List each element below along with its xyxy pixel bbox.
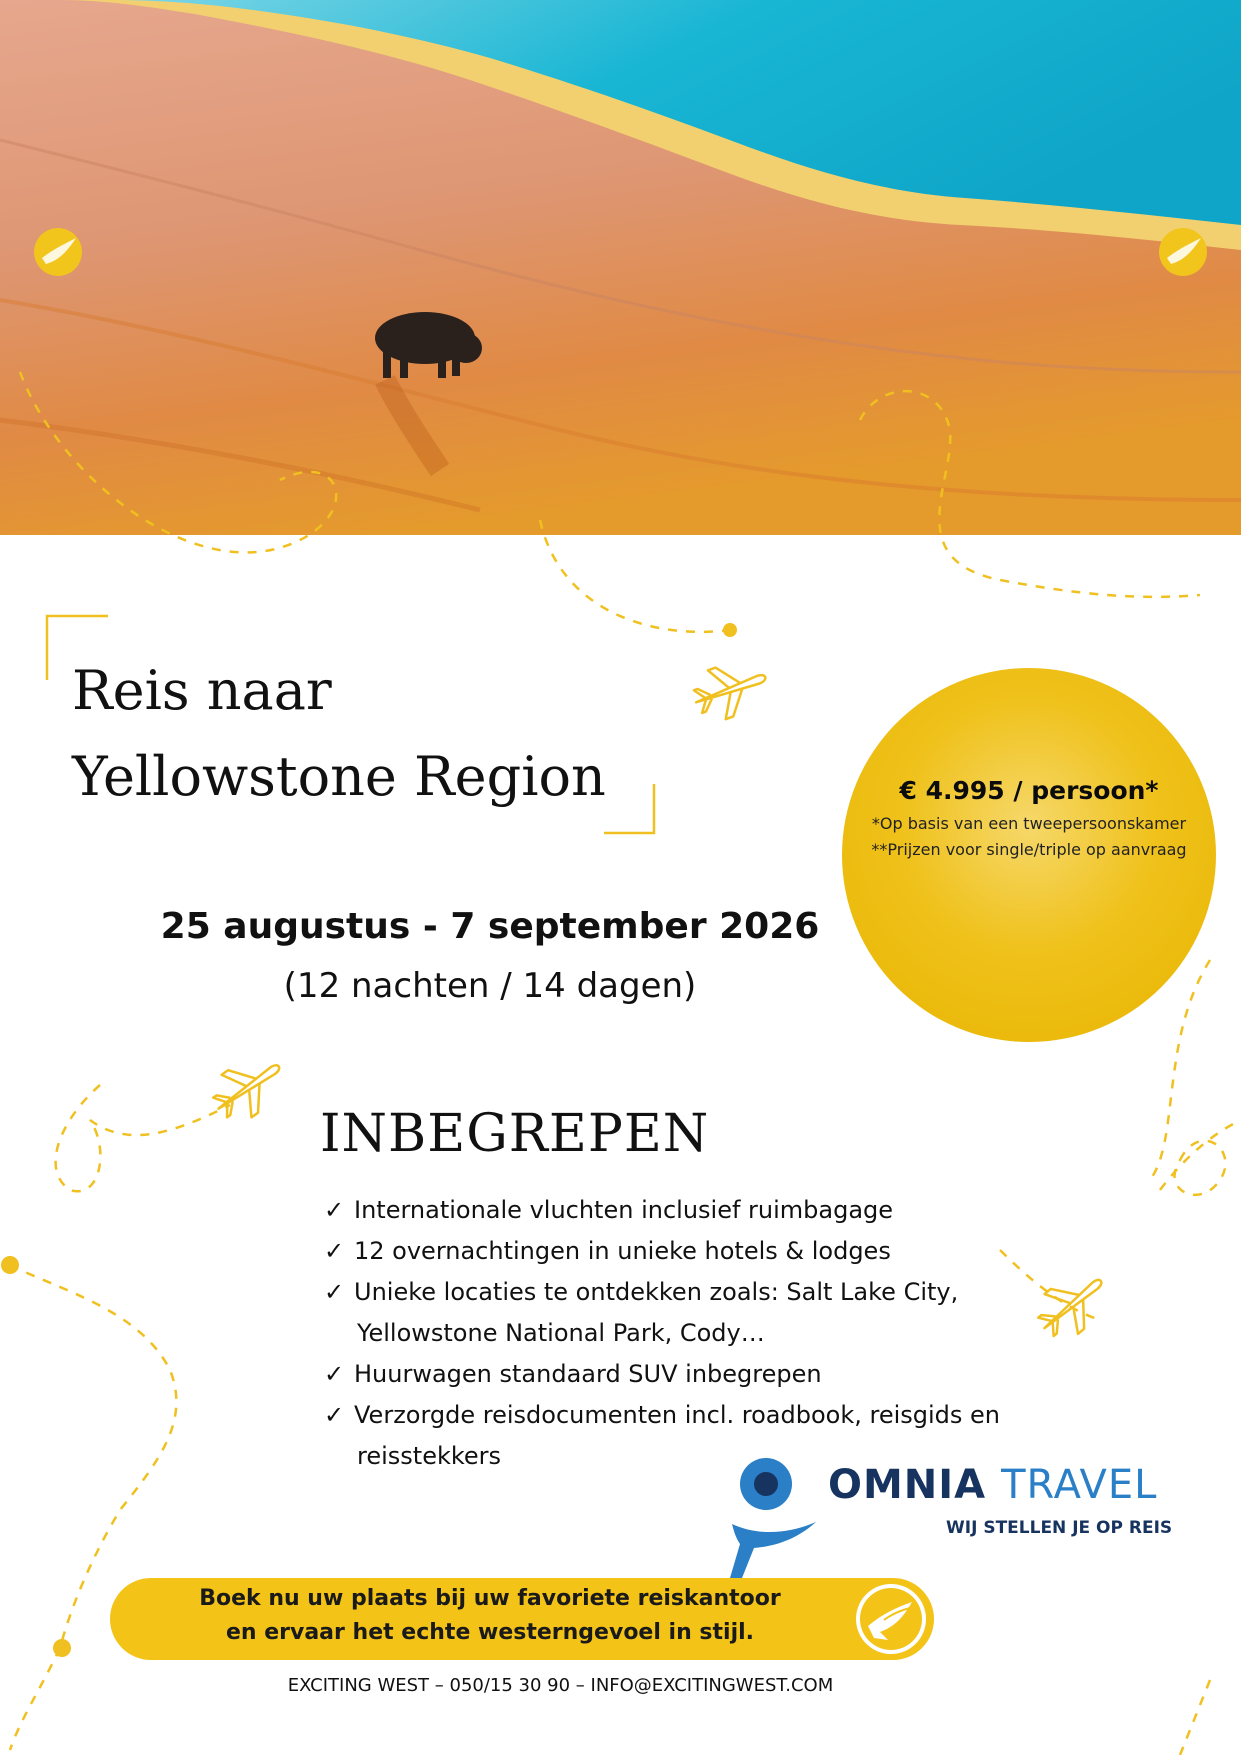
check-icon: ✓ [324, 1237, 345, 1265]
list-item-continuation: Yellowstone National Park, Cody… [357, 1319, 765, 1347]
logo-name-omnia: OMNIA [828, 1462, 987, 1508]
check-icon: ✓ [324, 1401, 345, 1429]
price-note-single-triple: **Prijzen voor single/triple op aanvraag [871, 840, 1187, 859]
omnia-person-icon [728, 1452, 828, 1580]
banner-line-1: Boek nu uw plaats bij uw favoriete reiskantoor [199, 1586, 781, 1611]
price-amount: € 4.995 / persoon* [899, 776, 1159, 805]
eagle-icon [854, 1582, 928, 1656]
check-icon: ✓ [324, 1360, 345, 1388]
omnia-travel-logo [728, 1452, 1198, 1580]
list-item-continuation: reisstekkers [357, 1442, 502, 1470]
title-line-1: Reis naar [72, 659, 332, 722]
trip-dates: 25 augustus - 7 september 2026 [160, 906, 820, 947]
hero-photo [0, 0, 1241, 535]
list-item: ✓ Huurwagen standaard SUV inbegrepen [324, 1354, 1000, 1395]
included-list [324, 1190, 1000, 1477]
banner-line-2: en ervaar het echte westerngevoel in stijl. [225, 1620, 755, 1645]
check-icon: ✓ [324, 1278, 345, 1306]
logo-tagline: WIJ STELLEN JE OP REIS [946, 1518, 1173, 1538]
price-note-double-room: *Op basis van een tweepersoonskamer [871, 814, 1187, 833]
title-line-2: Yellowstone Region [72, 745, 606, 808]
list-item: ✓ Verzorgde reisdocumenten incl. roadbook, reisgids en [324, 1395, 1000, 1436]
booking-banner [110, 1578, 934, 1660]
trip-duration: (12 nachten / 14 dagen) [283, 966, 697, 1006]
logo-name-travel: TRAVEL [1001, 1462, 1158, 1508]
check-icon: ✓ [324, 1196, 345, 1224]
list-item: ✓ 12 overnachtingen in unieke hotels & lodges [324, 1231, 1000, 1272]
included-title: INBEGREPEN [320, 1104, 710, 1164]
price-badge [842, 668, 1216, 1042]
list-item: ✓ Unieke locaties te ontdekken zoals: Salt Lake City, [324, 1272, 1000, 1313]
page-title [72, 648, 606, 820]
list-item: ✓ Internationale vluchten inclusief ruimbagage [324, 1190, 1000, 1231]
footer-contact: EXCITING WEST – 050/15 30 90 – INFO@EXCITINGWEST.COM [287, 1675, 834, 1696]
